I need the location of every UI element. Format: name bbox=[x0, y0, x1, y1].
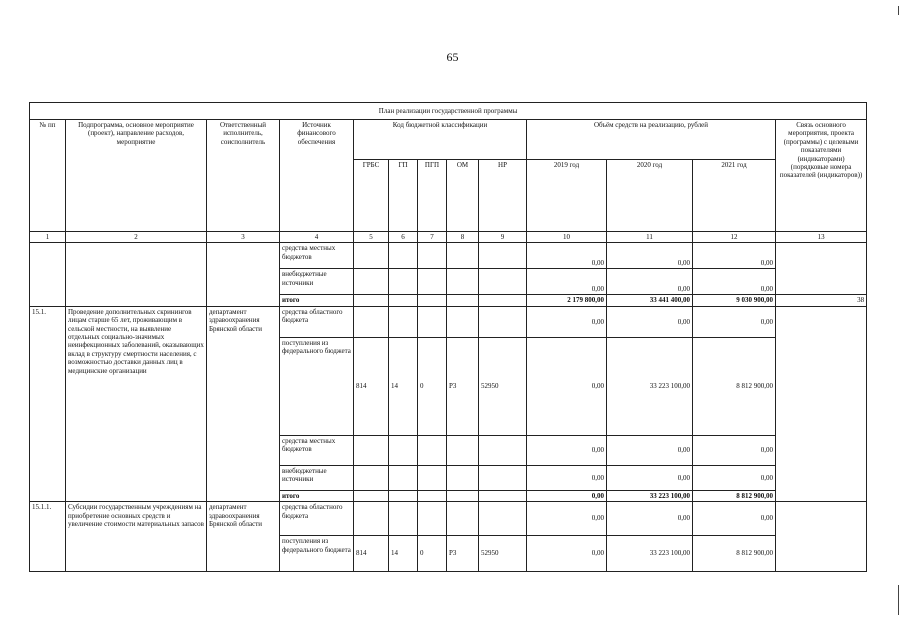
value-2021: 8 812 900,00 bbox=[693, 536, 776, 572]
value-2021: 8 812 900,00 bbox=[693, 337, 776, 435]
header-gp: ГП bbox=[389, 160, 418, 232]
source-cell: внебюджетные источники bbox=[280, 465, 354, 490]
link-cell bbox=[776, 306, 867, 501]
value-2019: 0,00 bbox=[527, 536, 607, 572]
pgp-cell: 0 bbox=[418, 337, 447, 435]
header-np: НР bbox=[479, 160, 527, 232]
col-number: 11 bbox=[607, 232, 693, 243]
header-om: ОМ bbox=[447, 160, 479, 232]
col-number: 2 bbox=[66, 232, 207, 243]
value-2021: 0,00 bbox=[693, 502, 776, 536]
total-2020: 33 441 400,00 bbox=[607, 295, 693, 306]
name-cell: Проведение дополнительных скринингов лицам старше 65 лет, проживающим в сельской местности, на выявление отдельных социально-значимых неинфекционных заболеваний, оказывающих вклад в структуру смертности населения, с возможностью доставки данных лиц в медицинские организации bbox=[66, 306, 207, 501]
value-2021: 0,00 bbox=[693, 243, 776, 269]
total-2021: 9 030 900,00 bbox=[693, 295, 776, 306]
edge-mark-bottom bbox=[898, 585, 899, 615]
col-number: 8 bbox=[447, 232, 479, 243]
link-cell bbox=[776, 243, 867, 295]
value-2020: 0,00 bbox=[607, 306, 693, 337]
source-cell: поступления из федерального бюджета bbox=[280, 337, 354, 435]
executor-cell: департамент здравоохранения Брянской области bbox=[207, 306, 280, 501]
page-number: 65 bbox=[446, 50, 459, 64]
col-number: 12 bbox=[693, 232, 776, 243]
value-2019: 0,00 bbox=[527, 306, 607, 337]
num-cell: 15.1.1. bbox=[30, 502, 66, 572]
value-2019: 0,00 bbox=[527, 465, 607, 490]
value-2019: 0,00 bbox=[527, 337, 607, 435]
total-label: итого bbox=[280, 490, 354, 501]
source-cell: поступления из федерального бюджета bbox=[280, 536, 354, 572]
value-2020: 0,00 bbox=[607, 435, 693, 465]
header-pgp: ПГП bbox=[418, 160, 447, 232]
plan-table bbox=[29, 102, 867, 572]
link-cell bbox=[776, 502, 867, 572]
value-2019: 0,00 bbox=[527, 243, 607, 269]
value-2020: 0,00 bbox=[607, 465, 693, 490]
table-title: План реализации государственной программы bbox=[30, 103, 867, 120]
source-cell: средства местных бюджетов bbox=[280, 243, 354, 269]
gp-cell: 14 bbox=[389, 337, 418, 435]
total-2020: 33 223 100,00 bbox=[607, 490, 693, 501]
header-link: Связь основного мероприятия, проекта (программы) с целевыми показателями (индикаторами) (порядковые номера показателей (индикаторов)) bbox=[776, 120, 867, 232]
header-volume: Объём средств на реализацию, рублей bbox=[527, 120, 776, 160]
table-row bbox=[30, 502, 867, 536]
header-2020: 2020 год bbox=[607, 160, 693, 232]
pgp-cell: 0 bbox=[418, 536, 447, 572]
executor-cell: департамент здравоохранения Брянской области bbox=[207, 502, 280, 572]
source-cell: средства областного бюджета bbox=[280, 306, 354, 337]
total-2021: 8 812 900,00 bbox=[693, 490, 776, 501]
column-numbers-row bbox=[30, 232, 867, 243]
col-number: 5 bbox=[354, 232, 389, 243]
table-row bbox=[30, 243, 867, 269]
col-number: 1 bbox=[30, 232, 66, 243]
header-grbs: ГРБС bbox=[354, 160, 389, 232]
np-cell: 52950 bbox=[479, 536, 527, 572]
value-2021: 0,00 bbox=[693, 306, 776, 337]
header-2021: 2021 год bbox=[693, 160, 776, 232]
header-name: Подпрограмма, основное мероприятие (проект), направление расходов, мероприятие bbox=[66, 120, 207, 232]
edge-mark-top bbox=[898, 6, 899, 15]
total-2019: 0,00 bbox=[527, 490, 607, 501]
np-cell: 52950 bbox=[479, 337, 527, 435]
value-2021: 0,00 bbox=[693, 269, 776, 295]
header-budget-code: Код бюджетной классификации bbox=[354, 120, 527, 160]
grbs-cell: 814 bbox=[354, 536, 389, 572]
name-cell: Субсидии государственным учреждениям на приобретение основных средств и увеличение стоимости материальных запасов bbox=[66, 502, 207, 572]
value-2019: 0,00 bbox=[527, 269, 607, 295]
num-cell: 15.1. bbox=[30, 306, 66, 501]
name-cell bbox=[66, 243, 207, 306]
executor-cell bbox=[207, 243, 280, 306]
total-2019: 2 179 800,00 bbox=[527, 295, 607, 306]
value-2021: 0,00 bbox=[693, 435, 776, 465]
col-number: 7 bbox=[418, 232, 447, 243]
col-number: 6 bbox=[389, 232, 418, 243]
source-cell: средства областного бюджета bbox=[280, 502, 354, 536]
om-cell: Р3 bbox=[447, 337, 479, 435]
col-number: 4 bbox=[280, 232, 354, 243]
header-source: Источник финансового обеспечения bbox=[280, 120, 354, 232]
value-2019: 0,00 bbox=[527, 502, 607, 536]
col-number: 10 bbox=[527, 232, 607, 243]
value-2020: 33 223 100,00 bbox=[607, 536, 693, 572]
col-number: 9 bbox=[479, 232, 527, 243]
om-cell: Р3 bbox=[447, 536, 479, 572]
value-2021: 0,00 bbox=[693, 465, 776, 490]
source-cell: внебюджетные источники bbox=[280, 269, 354, 295]
num-cell bbox=[30, 243, 66, 306]
value-2020: 0,00 bbox=[607, 502, 693, 536]
header-2019: 2019 год bbox=[527, 160, 607, 232]
value-2020: 0,00 bbox=[607, 243, 693, 269]
grbs-cell: 814 bbox=[354, 337, 389, 435]
table-row bbox=[30, 306, 867, 337]
link-value: 38 bbox=[776, 295, 867, 306]
gp-cell: 14 bbox=[389, 536, 418, 572]
header-executor: Ответственный исполнитель, соисполнитель bbox=[207, 120, 280, 232]
total-label: итого bbox=[280, 295, 354, 306]
source-cell: средства местных бюджетов bbox=[280, 435, 354, 465]
col-number: 3 bbox=[207, 232, 280, 243]
value-2020: 33 223 100,00 bbox=[607, 337, 693, 435]
value-2019: 0,00 bbox=[527, 435, 607, 465]
value-2020: 0,00 bbox=[607, 269, 693, 295]
header-num: № пп bbox=[30, 120, 66, 232]
col-number: 13 bbox=[776, 232, 867, 243]
